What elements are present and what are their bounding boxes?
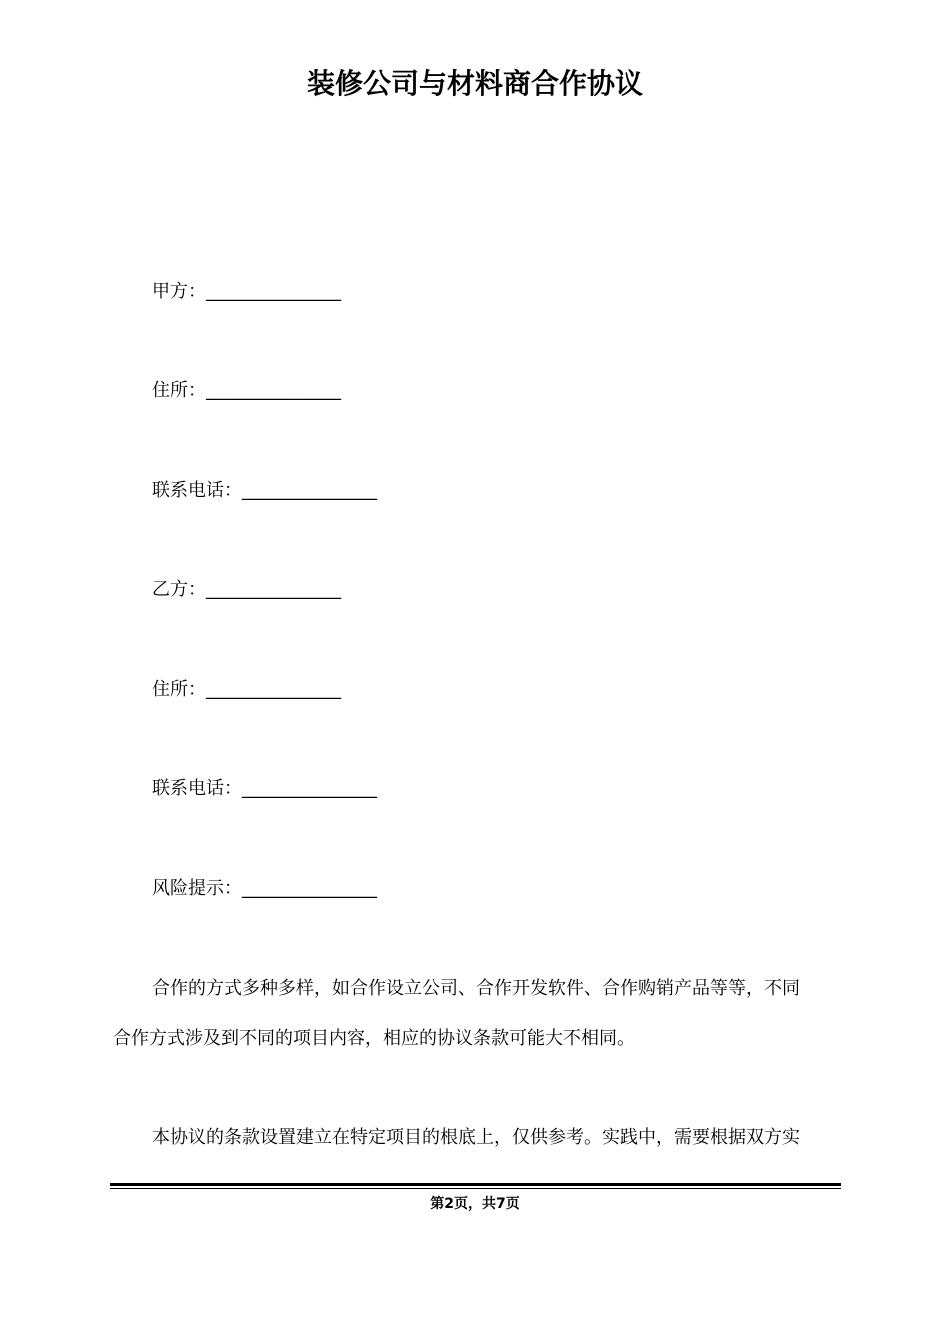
risk-notice-field: 风险提示：_______________ — [152, 878, 377, 899]
party-b-phone-field: 联系电话：_______________ — [152, 778, 377, 799]
party-b-field: 乙方：_______________ — [152, 579, 341, 600]
party-a-phone-field: 联系电话：_______________ — [152, 480, 377, 501]
footer-divider-thin — [110, 1188, 841, 1189]
party-a-field: 甲方：_______________ — [152, 281, 341, 302]
footer-divider-thick — [110, 1183, 841, 1186]
page-number: 第2页，共7页 — [430, 1196, 520, 1212]
party-a-address-field: 住所：_______________ — [152, 380, 341, 401]
document-title: 装修公司与材料商合作协议 — [306, 67, 643, 100]
paragraph-line: 本协议的条款设置建立在特定项目的根底上，仅供参考。实践中，需要根据双方实 — [152, 1127, 800, 1148]
party-b-address-field: 住所：_______________ — [152, 679, 341, 700]
paragraph-line: 合作的方式多种多样，如合作设立公司、合作开发软件、合作购销产品等等，不同 — [152, 978, 800, 999]
paragraph-line: 合作方式涉及到不同的项目内容，相应的协议条款可能大不相同。 — [113, 1028, 635, 1049]
